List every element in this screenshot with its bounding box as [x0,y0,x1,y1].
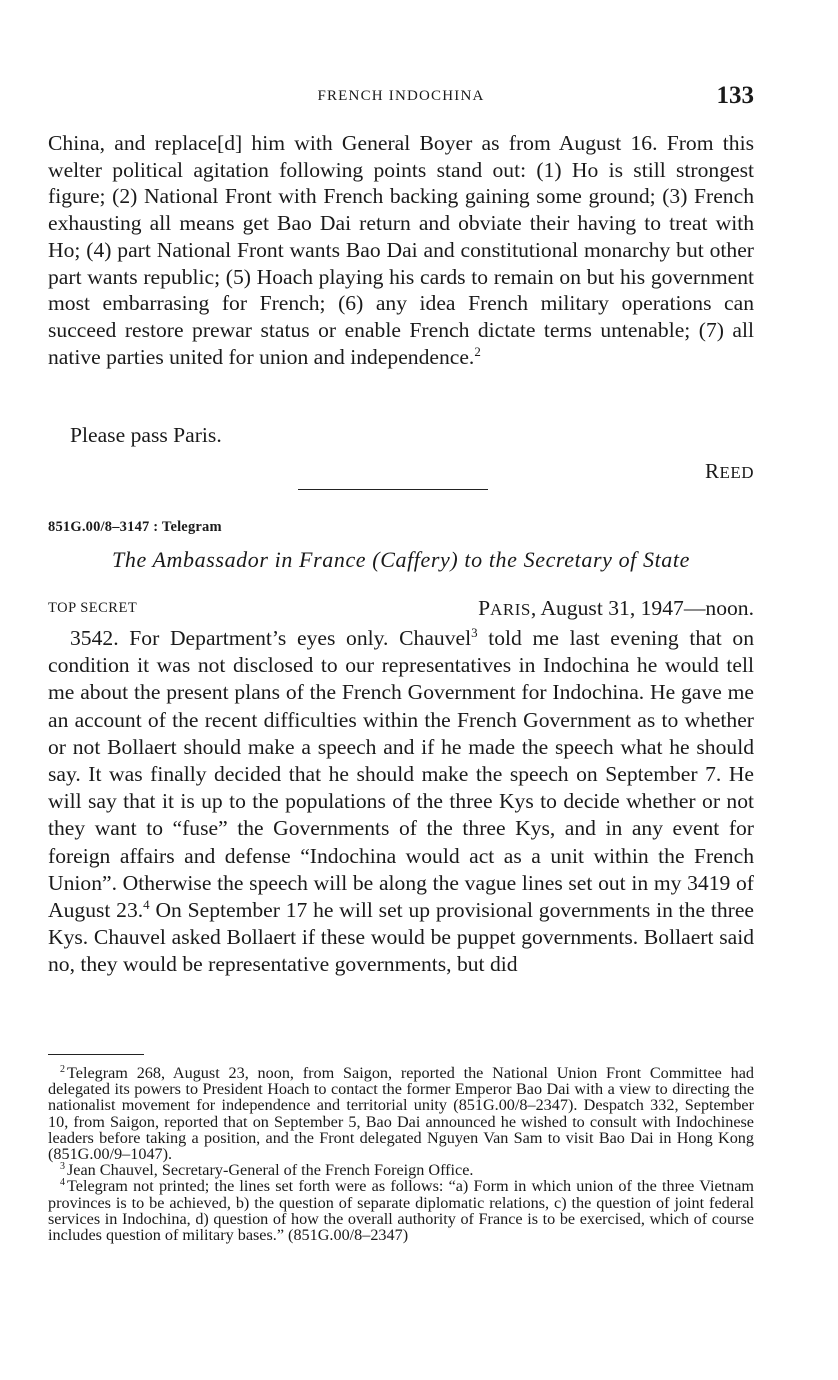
footnote-number: 4 [60,1177,65,1189]
footnote-text: Telegram not printed; the lines set forth were as follows: “a) Form in which union of the three Vietnam provinces is to be achieved, b) the question of separate diplomatic relations, c) the question of joint federal services in Indochina, d) question of how the overall authority of France is to be exercised, which of course includes question of military bases.” (851G.00/8–2347) [48,1177,754,1245]
footnote-number: 3 [60,1160,65,1172]
document-title: The Ambassador in France (Caffery) to the Secretary of State [112,547,690,572]
footnote-ref-3: 3 [471,624,478,640]
signature-rest: EED [719,463,754,482]
first-document-paragraph [48,130,754,370]
paragraph-part-1: 3542. For Department’s eyes only. Chauvel [70,626,472,650]
footnote-text: Telegram 268, August 23, noon, from Saigon, reported the National Union Front Committee had delegated its powers to President Hoach to contact the former Emperor Bao Dai with a view to directing the nationalist movement for independence and territorial unity (851G.00/8–2347). Despatch 332, September 10, from Saigon, reported that on September 5, Bao Dai announced he wished to consult with Indochinese leaders before taking a position, and the Front delegated Nguyen Van Sam to visit Bao Dai in Hong Kong (851G.00/9–1047). [48,1064,754,1164]
dateline-city-initial: P [478,596,491,620]
footnotes [48,1065,754,1243]
footnote-rule [48,1054,144,1055]
footnote-2 [48,1065,754,1162]
second-document-paragraph [48,625,754,979]
paragraph-part-2: told me last evening that on condition it was not disclosed to our representatives in Indochina he would tell me about the present plans of the French Government for Indochina. He gave me an account of the recent difficulties within the French Government as to whether or not Bollaert should make a speech and if he made the speech what he should say. It was finally decided that he should make the speech on September 7. He will say that it is up to the populations of the three Kys to decide whether or not they want to “fuse” the Governments of the three Kys, and in any event for foreign affairs and defense “Indochina would act as a unit within the French Union”. Otherwise the speech will be along the vague lines set out in my 3419 of August 23. [48,626,754,923]
footnote-4 [48,1178,754,1243]
dateline-date: , August 31, 1947—noon. [530,596,754,620]
first-paragraph-text: China, and replace[d] him with General Boyer as from August 16. From this welter political agitation following points stand out: (1) Ho is still strongest figure; (2) National Front with French backing gaining some ground; (3) French exhausting all means get Bao Dai return and obviate their having to treat with Ho; (4) part National Front wants Bao Dai and constitutional monarchy but other part wants republic; (5) Hoach playing his cards to remain on but his government most embarrasing for French; (6) any idea French military operations can succeed restore prewar status or enable French dictate terms untenable; (7) all native parties united for union and independence. [48,131,754,369]
file-reference: 851G.00/8–3147 : Telegram [48,519,222,535]
paragraph-part-3: On September 17 he will set up provisional governments in the three Kys. Chauvel asked Bollaert if these would be puppet governments. Bollaert said no, they would be representative governments, but did [48,898,755,977]
signature-initial: R [704,459,720,483]
footnote-ref-2: 2 [474,343,481,359]
footnote-number: 2 [60,1063,65,1075]
footnote-ref-4: 4 [143,896,150,912]
running-head [48,82,754,116]
dateline-city-rest: ARIS [490,600,531,619]
page-number: 133 [716,82,754,109]
closing-line: Please pass Paris. [70,423,222,447]
dateline [478,596,754,621]
footnote-text: Jean Chauvel, Secretary-General of the French Foreign Office. [67,1161,474,1180]
running-title: FRENCH INDOCHINA [317,88,485,104]
signature [705,459,754,484]
classification-label: TOP SECRET [48,600,138,616]
document-separator [298,489,488,490]
footnote-3 [48,1162,754,1178]
